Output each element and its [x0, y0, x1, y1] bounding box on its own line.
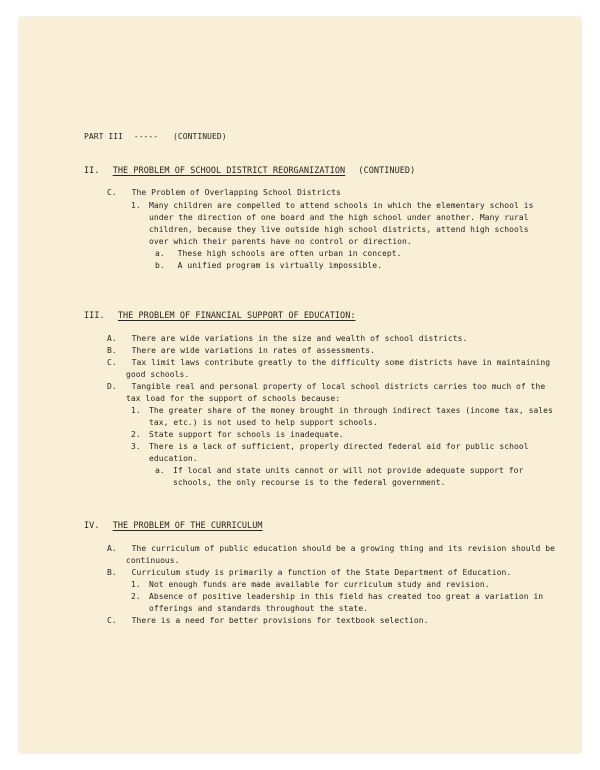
item-text: There are wide variations in rates of assessments.	[131, 346, 375, 355]
section-iv-b2-number: 2.	[131, 592, 141, 601]
section-iii-item-a	[107, 334, 467, 344]
item-label: B.	[107, 346, 117, 355]
section-iii-heading: THE PROBLEM OF FINANCIAL SUPPORT OF EDUCATION:	[117, 311, 356, 321]
text-line: offerings and standards throughout the state.	[149, 604, 368, 613]
section-iii-d3-number: 3.	[131, 442, 141, 451]
item-label: C.	[107, 358, 117, 367]
text-line: State support for schools is inadequate.	[149, 430, 344, 439]
section-iii-heading-row	[84, 311, 356, 321]
item-text: Tax limit laws contribute greatly to the difficulty some districts have in maintaining	[131, 358, 551, 367]
section-ii-item-c	[107, 188, 341, 198]
section-iii-item-c	[107, 358, 550, 368]
item-text: Curriculum study is primarily a function of the State Department of Education.	[131, 568, 512, 577]
section-ii-number: II.	[84, 166, 100, 176]
text-line: There is a lack of sufficient, properly directed federal aid for public school	[149, 442, 529, 451]
text-line: The greater share of the money brought in through indirect taxes (income tax, sales	[149, 406, 553, 415]
text-line: Absence of positive leadership in this field has created too great a variation in	[149, 592, 544, 601]
text-line: children, because they live outside high school districts, attend high schools	[149, 225, 529, 234]
section-iv-b1-number: 1.	[131, 580, 141, 589]
text-line: Not enough funds are made available for curriculum study and revision.	[149, 580, 490, 589]
section-iii-d3a-label: a.	[155, 466, 165, 475]
section-ii-item-1-number: 1.	[131, 201, 141, 210]
item-text: The curriculum of public education should be a growing thing and its revision should be	[131, 544, 555, 553]
section-iv-item-a	[107, 544, 555, 554]
section-iv-heading: THE PROBLEM OF THE CURRICULUM	[112, 521, 263, 531]
section-iii-item-b	[107, 346, 375, 356]
section-iv-number: IV.	[84, 521, 100, 531]
section-iii-number: III.	[84, 311, 105, 321]
item-label: A.	[107, 334, 117, 343]
section-iv-item-b	[107, 568, 511, 578]
section-ii-heading-row	[84, 166, 415, 176]
document-page	[19, 17, 581, 753]
section-ii-continued: (CONTINUED)	[358, 166, 416, 176]
section-ii-sub-b	[155, 261, 382, 271]
item-text: There are wide variations in the size and wealth of school districts.	[131, 334, 468, 343]
item-label: C.	[107, 188, 117, 197]
part-title: PART III	[84, 132, 123, 141]
sub-text: These high schools are often urban in concept.	[177, 249, 402, 258]
text-line: education.	[149, 454, 198, 463]
text-line: continuous.	[126, 556, 180, 565]
item-text: There is a need for better provisions for textbook selection.	[131, 616, 429, 625]
sub-text: A unified program is virtually impossible.	[177, 261, 382, 270]
item-text: Tangible real and personal property of local school districts carries too much of the	[131, 382, 546, 391]
part-dashes: -----	[133, 132, 159, 141]
section-iii-d2-number: 2.	[131, 430, 141, 439]
text-line: Many children are compelled to attend schools in which the elementary school is	[149, 201, 534, 210]
part-continued: (CONTINUED)	[173, 132, 227, 141]
sub-label: b.	[155, 261, 165, 270]
item-label: A.	[107, 544, 117, 553]
part-header	[84, 132, 227, 142]
item-label: C.	[107, 616, 117, 625]
sub-label: a.	[155, 249, 165, 258]
item-label: B.	[107, 568, 117, 577]
section-iii-item-d	[107, 382, 545, 392]
section-iii-d1-number: 1.	[131, 406, 141, 415]
text-line: good schools.	[126, 370, 190, 379]
item-label: D.	[107, 382, 117, 391]
item-title: The Problem of Overlapping School Districts	[131, 188, 341, 197]
section-iv-item-c	[107, 616, 428, 626]
text-line: If local and state units cannot or will not provide adequate support for	[173, 466, 524, 475]
section-ii-heading: THE PROBLEM OF SCHOOL DISTRICT REORGANIZATION	[112, 166, 346, 176]
text-line: over which their parents have no control or direction.	[149, 237, 412, 246]
section-iv-heading-row	[84, 521, 263, 531]
section-ii-sub-a	[155, 249, 401, 259]
text-line: tax load for the support of schools because:	[126, 394, 341, 403]
text-line: schools, the only recourse is to the federal government.	[173, 478, 446, 487]
text-line: under the direction of one board and the high school under another. Many rural	[149, 213, 529, 222]
text-line: tax, etc.) is not used to help support schools.	[149, 418, 378, 427]
